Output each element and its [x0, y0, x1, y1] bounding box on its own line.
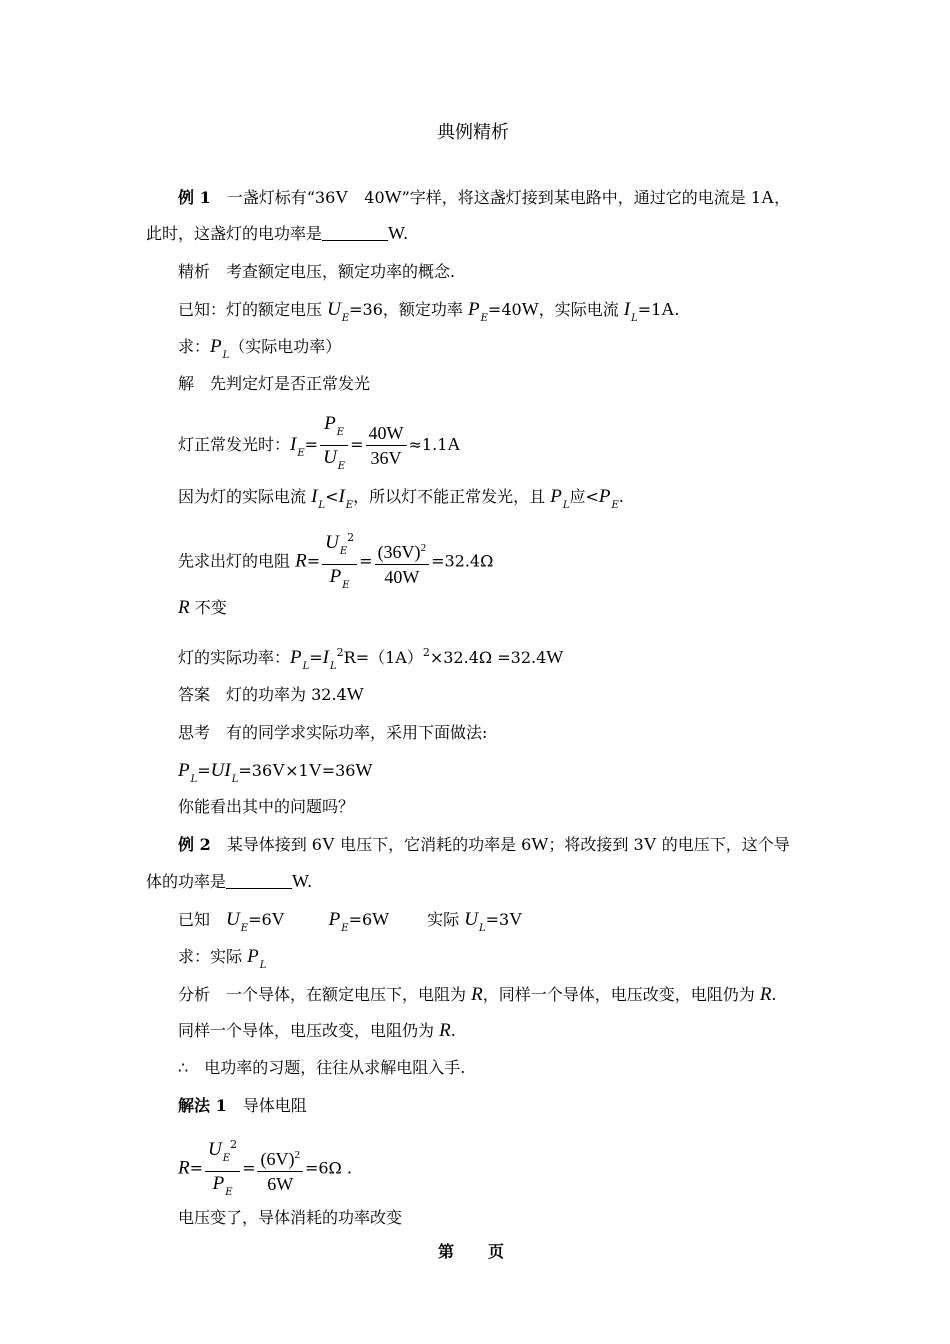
therefore-symbol: ∴ [178, 1058, 189, 1077]
resistance-formula-2: R= $\frac{U_E^2}{P_E}$ = $\frac{(6V)^2}{6W}$ =6Ω . [178, 1133, 352, 1191]
page-footer: 第 页 [438, 1242, 505, 1261]
fraction-36v2-over-40w: $\frac{(36V)^2}{40W}$ [375, 536, 430, 589]
voltage-change: 电压变了，导体消耗的功率改变 [178, 1208, 403, 1227]
analysis-2: 分析 一个导体，在额定电压下，电阻为 R，同样一个导体，电压改变，电阻仍为 R. [178, 984, 777, 1005]
analysis-1: 精析 考查额定电压，额定功率的概念. [178, 262, 456, 281]
fraction-40w-over-36v: $\frac{40W}{36V}$ [366, 421, 407, 470]
example-2-label: 例 2 [178, 835, 211, 854]
fraction-6v2-over-6w: $\frac{(6V)^2}{6W}$ [257, 1143, 303, 1196]
same-conductor: 同样一个导体，电压改变，电阻仍为 R. [178, 1020, 456, 1041]
fraction-pe-over-ue: $\frac{P_E}{U_E}$ [320, 412, 348, 479]
example-2-line-2: 体的功率是 W. [146, 871, 312, 891]
page-title: 典例精析 [437, 122, 509, 143]
r-constant: R 不变 [178, 597, 227, 618]
because-line: 因为灯的实际电流 $I_L<I_E$，所以灯不能正常发光，且 $P_L$应$<P_E$. [178, 486, 624, 511]
think: 思考 有的同学求实际功率，采用下面做法: [178, 723, 488, 742]
actual-power-line: 灯的实际功率：$P_L=I_L^2R=(1A)^2\times 32.4\Omega =32.4W$ [178, 646, 564, 672]
answer-blank-1 [322, 224, 388, 241]
seek-2: 求：实际 $P_L$ [178, 946, 267, 971]
known-1: 已知：灯的额定电压 $U_E=36$，额定功率 $P_E=40W$，实际电流 $I_L=1A$. [178, 299, 680, 324]
therefore-line: ∴ 电功率的习题，往往从求解电阻入手. [178, 1058, 466, 1077]
method-1: 解法 1 导体电阻 [178, 1096, 307, 1115]
resistance-formula-1: 先求出灯的电阻 R= $\frac{U_E^2}{P_E}$ = $\frac{(36V)^2}{40W}$ =32.4Ω [178, 526, 493, 584]
answer-blank-2 [226, 872, 292, 889]
solution-1: 解 先判定灯是否正常发光 [178, 374, 371, 393]
example-2-line-1: 例 2 某导体接到 6V 电压下，它消耗的功率是 6W；将改接到 3V 的电压下，这个导 [178, 834, 790, 854]
wrong-approach: $P_L=UI_L=36V\times 1V=36W$ [178, 760, 373, 785]
fraction-ue2-over-pe: $\frac{U_E^2}{P_E}$ [322, 526, 357, 598]
seek-1: 求：$P_L$（实际电功率） [178, 336, 342, 361]
example-1-label: 例 1 [178, 188, 211, 207]
question: 你能看出其中的问题吗？ [178, 797, 355, 816]
known-2: 已知 $U_E=6V$ $P_E=6W$ 实际 $U_L=3V$ [178, 909, 523, 934]
fraction-ue2-over-pe-2: $\frac{U_E^2}{P_E}$ [205, 1133, 240, 1205]
example-1-line-2: 此时，这盏灯的电功率是 W. [146, 223, 408, 243]
normal-current-formula: 灯正常发光时：$I_E=$ $\frac{P_E}{U_E}$ = $\frac{40W}{36V}$ ≈1.1A [178, 412, 460, 470]
answer-1: 答案 灯的功率为 32.4W [178, 684, 364, 704]
example-1-line-1: 例 1 一盏灯标有“36V 40W”字样，将这盏灯接到某电路中，通过它的电流是 1A， [178, 187, 791, 207]
